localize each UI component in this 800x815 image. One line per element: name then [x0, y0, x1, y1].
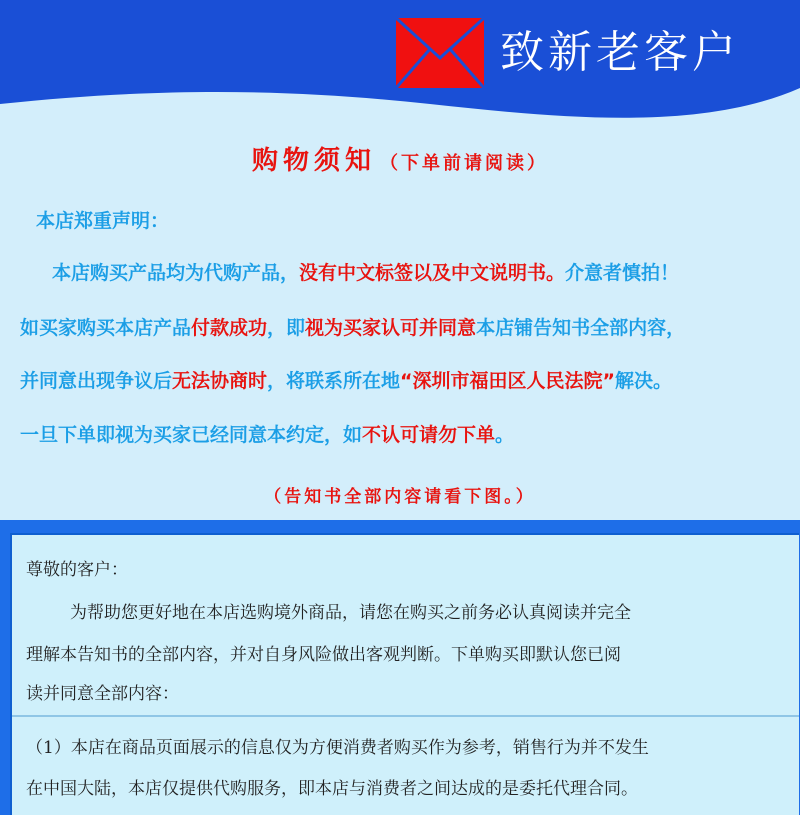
notice-line-3: [20, 366, 672, 393]
notice-line-3-c: ，将联系所在地: [267, 370, 401, 392]
letter-greeting: 尊敬的客户：: [26, 560, 128, 580]
envelope-icon: [396, 18, 484, 88]
notice-line-1-c: 介意者慎拍！: [565, 262, 680, 284]
notice-line-2: [20, 313, 685, 340]
notice-line-4-a: 一旦下单即视为买家已经同意本约定，如: [20, 424, 363, 446]
notice-line-1: [52, 258, 679, 285]
notice-line-1-b: 没有中文标签以及中文说明书。: [299, 262, 566, 284]
notice-line-2-c: ，即: [267, 317, 306, 339]
customer-letter-box: [10, 533, 799, 815]
notice-line-4-b: 不认可请勿下单: [362, 424, 496, 446]
notice-title-subtitle: （下单前请阅读）: [380, 153, 548, 174]
letter-paragraph-1-line-3: 读并同意全部内容：: [26, 684, 179, 704]
notice-line-2-b: 付款成功: [191, 317, 268, 339]
store-declaration: 本店郑重声明：: [36, 210, 170, 232]
notice-line-2-a: 如买家购买本店产品: [20, 317, 192, 339]
notice-line-3-e: 解决。: [615, 370, 673, 392]
divider: [12, 715, 799, 717]
letter-paragraph-2-line-2: 在中国大陆，本店仅提供代购服务，即本店与消费者之间达成的是委托代理合同。: [26, 779, 638, 799]
notice-line-2-e: 本店铺告知书全部内容，: [476, 317, 686, 339]
notice-line-3-a: 并同意出现争议后: [20, 370, 173, 392]
notice-line-3-d: “深圳市福田区人民法院”: [400, 370, 616, 392]
letter-paragraph-1-line-1: 为帮助您更好地在本店选购境外商品，请您在购买之前务必认真阅读并完全: [70, 603, 631, 623]
notice-line-4: [20, 420, 514, 447]
notice-line-3-b: 无法协商时: [172, 370, 268, 392]
letter-paragraph-1-line-2: 理解本告知书的全部内容，并对自身风险做出客观判断。下单购买即默认您已阅: [26, 645, 621, 665]
notice-title: [0, 140, 800, 177]
notice-title-main: 购物须知: [251, 146, 376, 176]
letter-paragraph-2-line-1: （1）本店在商品页面展示的信息仅为方便消费者购买作为参考，销售行为并不发生: [26, 738, 649, 758]
header-title: 致新老客户: [500, 27, 740, 78]
view-below-note: （告知书全部内容请看下图。）: [264, 487, 536, 507]
notice-line-4-c: 。: [495, 424, 515, 446]
notice-line-2-d: 视为买家认可并同意: [305, 317, 477, 339]
notice-line-1-a: 本店购买产品均为代购产品，: [52, 262, 300, 284]
